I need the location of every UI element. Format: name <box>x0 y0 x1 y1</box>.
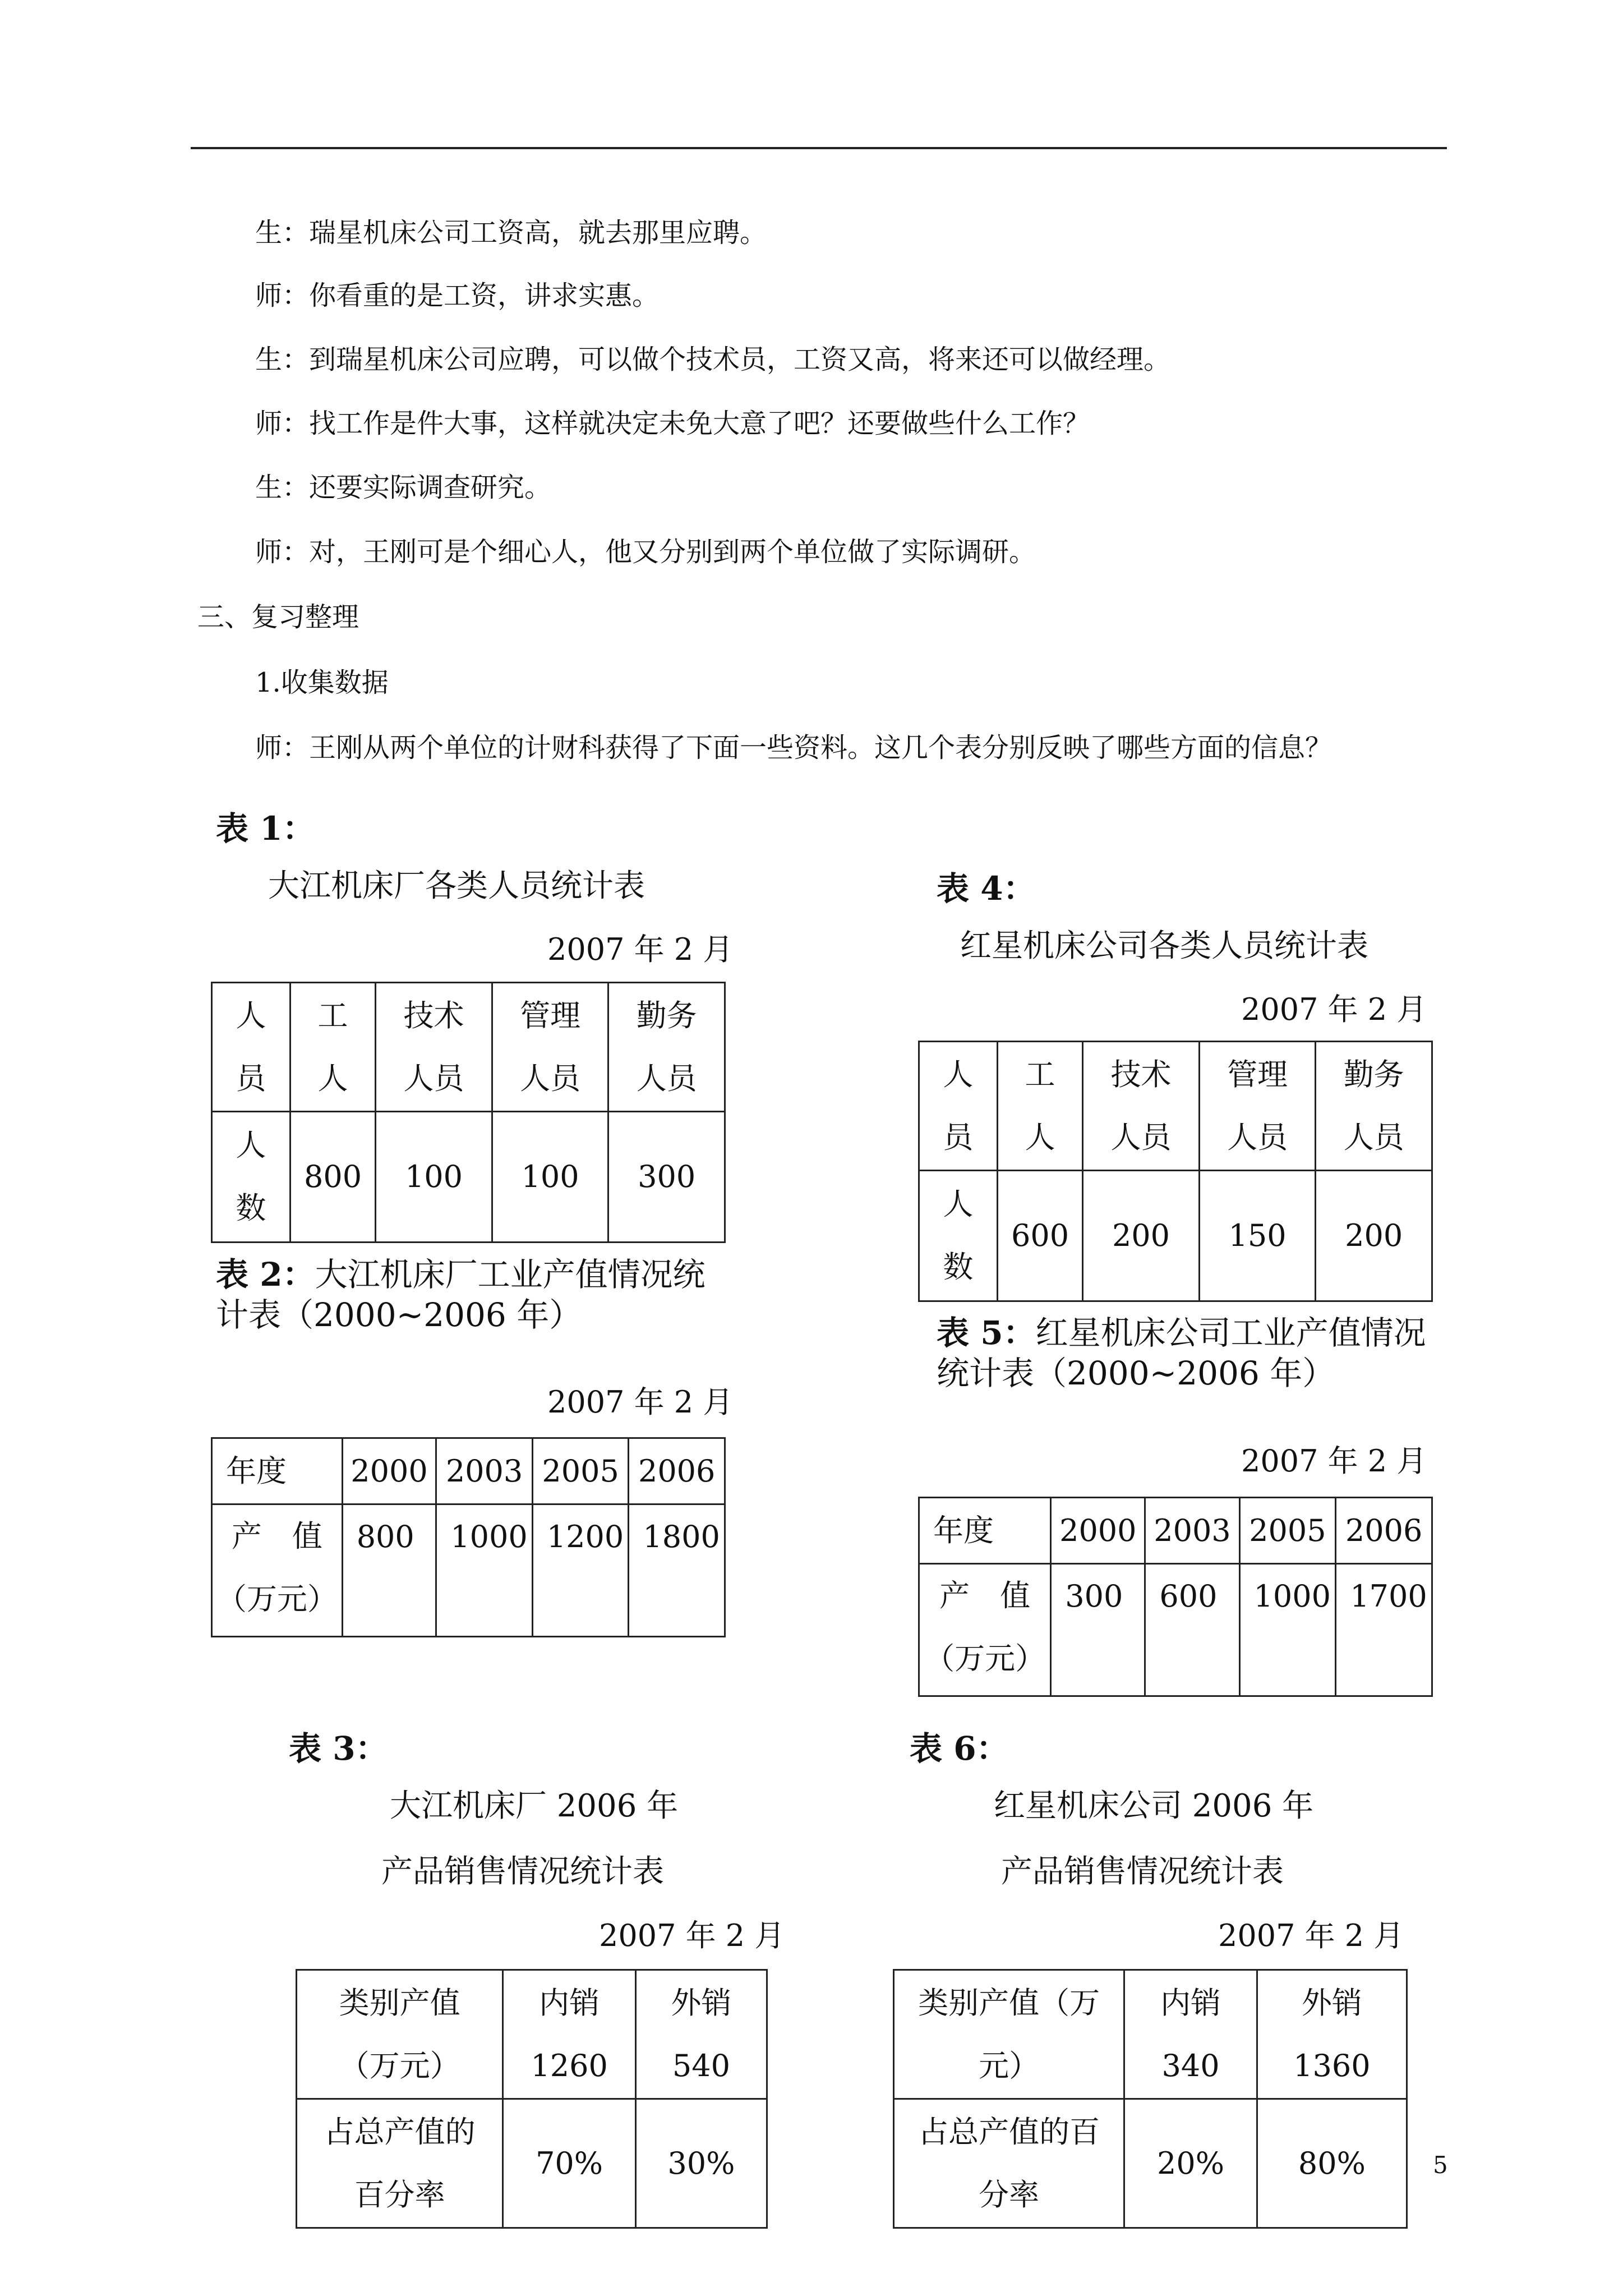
table3-title-1: 大江机床厂 2006 年 <box>390 1788 679 1824</box>
table3-label: 表 3： <box>289 1729 388 1768</box>
table4-date: 2007 年 2 月 <box>1241 992 1427 1027</box>
table4-row-label: 人 数 <box>919 1171 998 1301</box>
table5-value: 1000 <box>1239 1564 1336 1696</box>
table2-year: 2000 <box>342 1438 436 1504</box>
table5-year-label: 年度 <box>919 1498 1051 1564</box>
table2-label: 表 2：大江机床厂工业产值情况统计表（2000~2006 年） <box>216 1255 706 1334</box>
dialogue-line-3: 生：到瑞星机床公司应聘，可以做个技术员，工资又高，将来还可以做经理。 <box>255 344 1171 375</box>
table3-date: 2007 年 2 月 <box>599 1918 785 1953</box>
table2-value: 1200 <box>532 1504 629 1637</box>
table6 <box>893 1969 1408 2229</box>
dialogue-line-6: 师：对，王刚可是个细心人，他又分别到两个单位做了实际调研。 <box>255 536 1036 568</box>
table4-header-cell: 工 人 <box>997 1042 1082 1171</box>
dialogue-line-5: 生：还要实际调查研究。 <box>255 472 552 503</box>
table6-percent-value: 80% <box>1257 2099 1407 2228</box>
table6-title-2: 产品销售情况统计表 <box>1001 1853 1284 1890</box>
table6-date: 2007 年 2 月 <box>1218 1918 1404 1953</box>
sub-heading: 1.收集数据 <box>255 667 389 698</box>
table4-value: 200 <box>1316 1171 1432 1301</box>
page-number: 5 <box>1433 2151 1448 2179</box>
table1-row-label: 人 数 <box>212 1112 291 1243</box>
intro-text: 师：王刚从两个单位的计财科获得了下面一些资料。这几个表分别反映了哪些方面的信息？ <box>255 732 1332 763</box>
table1-header-cell: 技术 人员 <box>376 983 492 1112</box>
table4-title: 红星机床公司各类人员统计表 <box>960 928 1368 964</box>
table5 <box>918 1497 1433 1697</box>
table3-percent-value: 30% <box>635 2099 767 2228</box>
table2-year-label: 年度 <box>212 1438 343 1504</box>
table3 <box>296 1969 768 2229</box>
table1-header-cell: 工 人 <box>290 983 375 1112</box>
table1-header-cell: 人 员 <box>212 983 291 1112</box>
table2-date: 2007 年 2 月 <box>547 1384 734 1420</box>
table5-year: 2000 <box>1051 1498 1145 1564</box>
table2-year: 2005 <box>532 1438 629 1504</box>
table2-value: 1000 <box>436 1504 533 1637</box>
table1-value: 100 <box>492 1112 608 1243</box>
table5-label: 表 5：红星机床公司工业产值情况统计表（2000~2006 年） <box>937 1314 1426 1392</box>
table2 <box>211 1437 726 1637</box>
table1-label: 表 1： <box>216 809 315 848</box>
table3-export-cell: 外销 540 <box>635 1970 767 2099</box>
table4-label: 表 4： <box>937 869 1036 908</box>
table4-header-cell: 勤务 人员 <box>1316 1042 1432 1171</box>
table1-value: 300 <box>608 1112 725 1243</box>
section-heading: 三、复习整理 <box>197 601 359 633</box>
table4 <box>918 1041 1433 1302</box>
table6-percent-label: 占总产值的百 分率 <box>894 2099 1124 2228</box>
table2-year: 2006 <box>629 1438 725 1504</box>
table2-value-label: 产 值 （万元） <box>212 1504 343 1637</box>
table4-value: 600 <box>997 1171 1082 1301</box>
table6-percent-value: 20% <box>1124 2099 1257 2228</box>
table4-header-cell: 技术 人员 <box>1083 1042 1200 1171</box>
header-rule <box>191 147 1447 149</box>
table5-value: 300 <box>1051 1564 1145 1696</box>
table2-value: 800 <box>342 1504 436 1637</box>
table1-header-cell: 管理 人员 <box>492 983 608 1112</box>
table4-value: 150 <box>1199 1171 1316 1301</box>
table5-year: 2005 <box>1239 1498 1336 1564</box>
table5-value: 1700 <box>1336 1564 1432 1696</box>
table1-date: 2007 年 2 月 <box>547 932 734 967</box>
table1-header-cell: 勤务 人员 <box>608 983 725 1112</box>
table3-percent-label: 占总产值的 百分率 <box>297 2099 503 2228</box>
table5-value-label: 产 值 （万元） <box>919 1564 1051 1696</box>
dialogue-line-2: 师：你看重的是工资，讲求实惠。 <box>255 280 660 311</box>
table6-category-cell: 类别产值（万 元） <box>894 1970 1124 2099</box>
table3-title-2: 产品销售情况统计表 <box>381 1853 664 1890</box>
table6-export-cell: 外销 1360 <box>1257 1970 1407 2099</box>
table2-value: 1800 <box>629 1504 725 1637</box>
table5-date: 2007 年 2 月 <box>1241 1443 1427 1479</box>
table4-header-cell: 人 员 <box>919 1042 998 1171</box>
table5-value: 600 <box>1145 1564 1239 1696</box>
table6-label: 表 6： <box>910 1729 1009 1768</box>
table3-domestic-cell: 内销 1260 <box>503 1970 636 2099</box>
table5-year: 2003 <box>1145 1498 1239 1564</box>
table3-percent-value: 70% <box>503 2099 636 2228</box>
table4-value: 200 <box>1083 1171 1200 1301</box>
table2-year: 2003 <box>436 1438 533 1504</box>
table6-domestic-cell: 内销 340 <box>1124 1970 1257 2099</box>
table1-title: 大江机床厂各类人员统计表 <box>268 868 645 904</box>
table1 <box>211 982 726 1243</box>
dialogue-line-1: 生：瑞星机床公司工资高，就去那里应聘。 <box>255 217 767 249</box>
dialogue-line-4: 师：找工作是件大事，这样就决定未免大意了吧？还要做些什么工作？ <box>255 408 1090 439</box>
table3-category-cell: 类别产值 （万元） <box>297 1970 503 2099</box>
table1-value: 100 <box>376 1112 492 1243</box>
table4-header-cell: 管理 人员 <box>1199 1042 1316 1171</box>
table5-year: 2006 <box>1336 1498 1432 1564</box>
table1-value: 800 <box>290 1112 375 1243</box>
table6-title-1: 红星机床公司 2006 年 <box>994 1788 1314 1824</box>
